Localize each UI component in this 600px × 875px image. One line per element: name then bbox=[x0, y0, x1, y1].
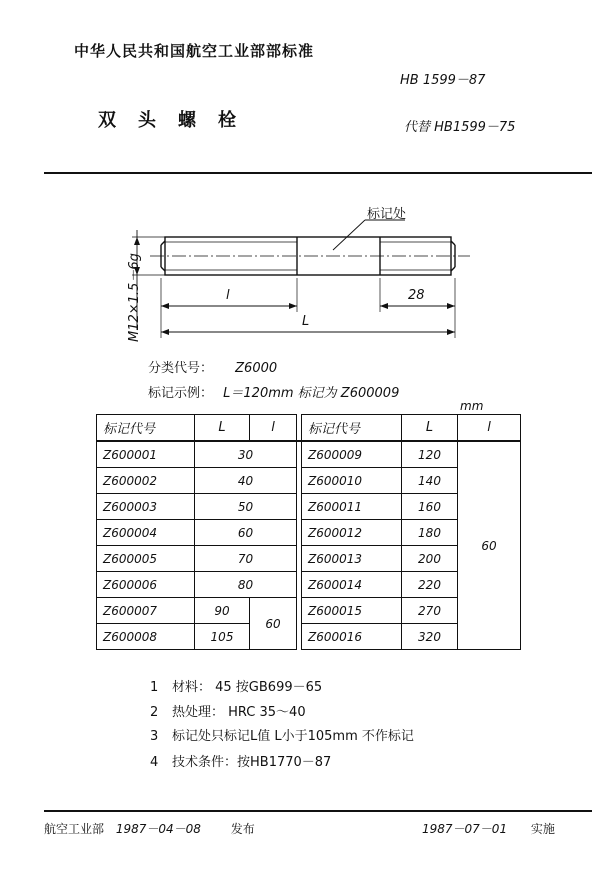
note-2 bbox=[150, 701, 306, 720]
classification-code-label: 分类代号： bbox=[148, 361, 214, 376]
replaces-standard: 代替 HB1599－75 bbox=[404, 120, 516, 135]
row-L: 90 bbox=[195, 598, 250, 624]
header-l-right: l bbox=[458, 415, 521, 442]
thread-spec-label: M12×1.5－6g bbox=[127, 253, 142, 342]
row-code: Z600005 bbox=[97, 546, 195, 572]
dim-l-label: l bbox=[226, 288, 230, 303]
row-code: Z600010 bbox=[302, 468, 402, 494]
row-L: 120 bbox=[402, 441, 458, 468]
note-1 bbox=[150, 676, 322, 695]
table-row bbox=[97, 441, 521, 468]
header-L: L bbox=[195, 415, 250, 442]
row-L: 50 bbox=[195, 494, 297, 520]
document-title: 双头螺栓 bbox=[98, 110, 258, 131]
note-text: 标记处只标记L值 L小于105mm 不作标记 bbox=[172, 729, 414, 744]
footer-effective bbox=[422, 820, 555, 837]
note-number: 1 bbox=[150, 680, 159, 695]
footer-issuer: 航空工业部 bbox=[44, 822, 105, 836]
stud-bolt-drawing bbox=[0, 190, 600, 360]
row-code: Z600014 bbox=[302, 572, 402, 598]
row-code: Z600007 bbox=[97, 598, 195, 624]
row-code: Z600004 bbox=[97, 520, 195, 546]
dim-28-label: 28 bbox=[408, 288, 425, 303]
row-L: 60 bbox=[195, 520, 297, 546]
footer-issue-date: 1987－04－08 bbox=[115, 822, 201, 836]
classification-code bbox=[148, 357, 277, 376]
left-l-merged: 60 bbox=[250, 598, 297, 650]
row-L: 180 bbox=[402, 520, 458, 546]
row-L: 105 bbox=[195, 624, 250, 650]
row-L: 70 bbox=[195, 546, 297, 572]
note-text: 技术条件：按HB1770－87 bbox=[172, 755, 332, 770]
row-code: Z600002 bbox=[97, 468, 195, 494]
marking-example bbox=[148, 382, 399, 401]
row-L: 80 bbox=[195, 572, 297, 598]
right-l-merged: 60 bbox=[458, 441, 521, 650]
note-number: 2 bbox=[150, 705, 159, 720]
table-row bbox=[97, 598, 521, 624]
row-code: Z600009 bbox=[302, 441, 402, 468]
classification-code-value: Z6000 bbox=[235, 361, 278, 376]
row-code: Z600015 bbox=[302, 598, 402, 624]
row-L: 30 bbox=[195, 441, 297, 468]
row-code: Z600003 bbox=[97, 494, 195, 520]
standard-number: HB 1599－87 bbox=[400, 73, 486, 88]
footer-effective-label: 实施 bbox=[530, 822, 555, 836]
row-code: Z600006 bbox=[97, 572, 195, 598]
row-code: Z600001 bbox=[97, 441, 195, 468]
marking-callout: 标记处 bbox=[367, 207, 407, 222]
note-number: 3 bbox=[150, 729, 159, 744]
issuing-organization: 中华人民共和国航空工业部部标准 bbox=[74, 42, 315, 60]
spec-table bbox=[96, 414, 521, 650]
row-code: Z600011 bbox=[302, 494, 402, 520]
footer-effective-date: 1987－07－01 bbox=[422, 822, 508, 836]
row-L: 270 bbox=[402, 598, 458, 624]
table-header-row bbox=[97, 415, 521, 442]
row-code: Z600016 bbox=[302, 624, 402, 650]
row-L: 40 bbox=[195, 468, 297, 494]
footer-rule bbox=[44, 810, 592, 812]
marking-example-label: 标记示例： bbox=[148, 386, 214, 401]
row-L: 140 bbox=[402, 468, 458, 494]
row-code: Z600008 bbox=[97, 624, 195, 650]
marking-example-value: L＝120mm 标记为 Z600009 bbox=[223, 386, 400, 401]
dim-L-label: L bbox=[302, 314, 310, 329]
header-code: 标记代号 bbox=[97, 415, 195, 442]
table-row bbox=[97, 520, 521, 546]
table-row bbox=[97, 546, 521, 572]
table-row bbox=[97, 468, 521, 494]
unit-label: mm bbox=[460, 399, 484, 413]
note-4 bbox=[150, 751, 331, 770]
header-L-right: L bbox=[402, 415, 458, 442]
row-code: Z600012 bbox=[302, 520, 402, 546]
row-L: 320 bbox=[402, 624, 458, 650]
row-L: 200 bbox=[402, 546, 458, 572]
table-row bbox=[97, 624, 521, 650]
note-number: 4 bbox=[150, 755, 159, 770]
footer-issue bbox=[44, 820, 255, 837]
footer-issued: 发布 bbox=[230, 822, 255, 836]
table-row bbox=[97, 572, 521, 598]
header-l: l bbox=[250, 415, 297, 442]
row-L: 220 bbox=[402, 572, 458, 598]
table-row bbox=[97, 494, 521, 520]
row-L: 160 bbox=[402, 494, 458, 520]
note-text: 热处理： HRC 35～40 bbox=[172, 705, 306, 720]
note-3 bbox=[150, 725, 414, 744]
header-rule bbox=[44, 172, 592, 174]
row-code: Z600013 bbox=[302, 546, 402, 572]
note-text: 材料： 45 按GB699－65 bbox=[172, 680, 323, 695]
header-code-right: 标记代号 bbox=[302, 415, 402, 442]
